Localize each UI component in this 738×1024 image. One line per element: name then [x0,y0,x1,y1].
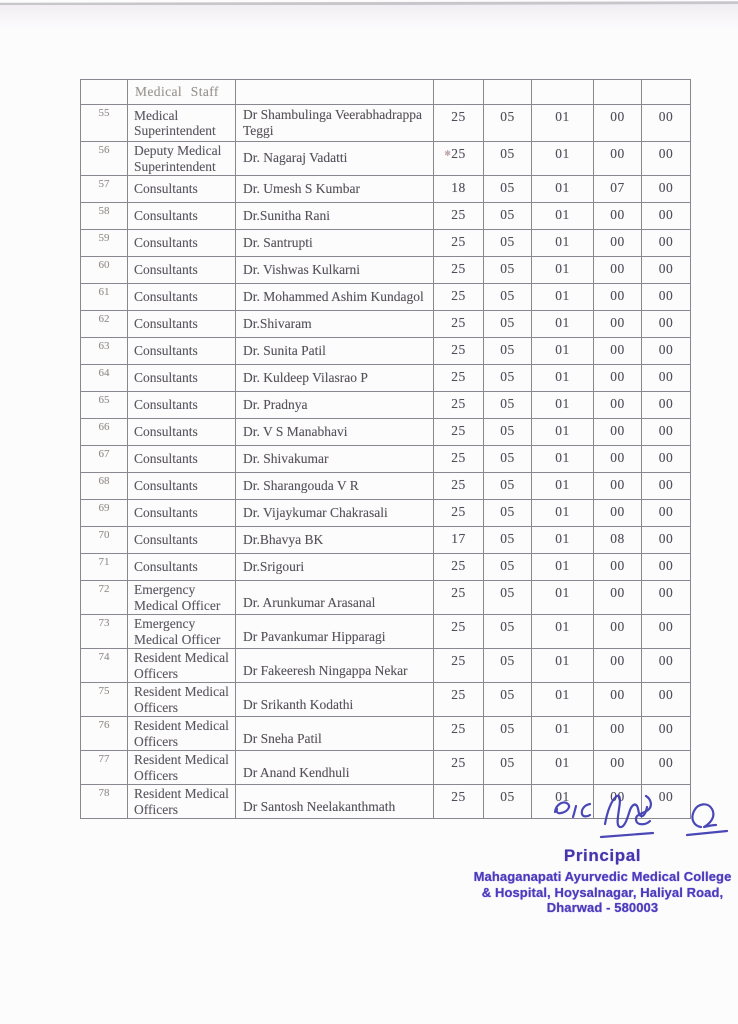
count-cell: 00 [642,142,691,176]
medical-staff-table [80,79,691,819]
designation-cell: Consultants [128,392,236,419]
count-cell: 25 [434,230,484,257]
count-cell: 18 [434,176,484,203]
designation-cell: Consultants [128,311,236,338]
count-cell: 01 [532,338,594,365]
principal-stamp-block [455,846,738,916]
count-cell: 01 [532,500,594,527]
header-cell-blank [81,80,128,105]
name-cell: Dr. Umesh S Kumbar [236,176,434,203]
count-cell: 01 [532,203,594,230]
count-cell: 25 [434,257,484,284]
row-number-cell: 64 [81,365,128,392]
count-cell: 25 [434,785,484,819]
count-cell: 00 [594,751,642,785]
count-cell: 05 [484,311,532,338]
name-cell: Dr Srikanth Kodathi [236,683,434,717]
count-cell: 00 [642,105,691,142]
count-cell: 25 [434,338,484,365]
count-cell: 25 [434,365,484,392]
table-row [81,615,691,649]
row-number-cell: 77 [81,751,128,785]
name-cell: Dr.Bhavya BK [236,527,434,554]
count-cell: 05 [484,527,532,554]
name-cell: Dr. Shivakumar [236,446,434,473]
count-cell: 00 [594,581,642,615]
count-cell: 00 [594,683,642,717]
designation-cell: Consultants [128,257,236,284]
table-row [81,176,691,203]
count-cell: 05 [484,581,532,615]
designation-cell: Resident Medical Officers [128,785,236,819]
header-cell-blank [434,80,484,105]
count-cell: 01 [532,683,594,717]
row-number-cell: 78 [81,785,128,819]
count-cell: 00 [642,338,691,365]
count-cell: 01 [532,176,594,203]
count-cell: 05 [484,392,532,419]
count-cell: 01 [532,105,594,142]
table-row [81,338,691,365]
row-number-cell: 65 [81,392,128,419]
row-number-cell: 68 [81,473,128,500]
count-cell: 00 [594,365,642,392]
count-cell: 00 [594,257,642,284]
name-cell: Dr. Sharangouda V R [236,473,434,500]
count-cell: 25 [434,554,484,581]
designation-cell: Consultants [128,176,236,203]
count-cell: 01 [532,311,594,338]
count-cell: 00 [642,473,691,500]
count-cell: 01 [532,751,594,785]
designation-cell: Consultants [128,365,236,392]
count-cell: 05 [484,230,532,257]
handwritten-signature-ink [543,790,738,848]
name-cell: Dr Pavankumar Hipparagi [236,615,434,649]
count-cell: 01 [532,554,594,581]
count-cell: 00 [594,500,642,527]
count-cell: 01 [532,717,594,751]
count-cell: 00 [594,554,642,581]
designation-cell: Resident Medical Officers [128,683,236,717]
count-cell: 00 [594,311,642,338]
count-cell: 05 [484,649,532,683]
count-cell: 25 [434,649,484,683]
count-cell: 05 [484,257,532,284]
count-cell: 05 [484,785,532,819]
name-cell: Dr.Srigouri [236,554,434,581]
count-cell: 01 [532,473,594,500]
count-cell: 05 [484,419,532,446]
stamp-line-address: & Hospital, Hoysalnagar, Haliyal Road, [481,884,724,900]
table-row [81,500,691,527]
row-number-cell: 76 [81,717,128,751]
count-cell: 00 [594,419,642,446]
medical-staff-table-wrap [80,79,691,819]
count-cell: 01 [532,419,594,446]
designation-cell: Consultants [128,554,236,581]
count-cell: 00 [642,717,691,751]
count-cell: 00 [594,284,642,311]
designation-cell: Consultants [128,527,236,554]
count-cell: 00 [594,615,642,649]
count-cell: 00 [594,649,642,683]
table-header-row [81,80,691,105]
count-cell: 05 [484,203,532,230]
name-cell: Dr Shambulinga Veerabhadrappa Teggi [236,105,434,142]
count-cell: 25 [434,717,484,751]
count-cell: 01 [532,365,594,392]
count-cell: 00 [642,527,691,554]
count-cell: 00 [594,785,642,819]
count-cell: 01 [532,257,594,284]
table-row [81,554,691,581]
designation-cell: Resident Medical Officers [128,751,236,785]
count-cell: 05 [484,105,532,142]
count-cell: 00 [642,230,691,257]
row-number-cell: 62 [81,311,128,338]
name-cell: Dr. Kuldeep Vilasrao P [236,365,434,392]
count-cell: 00 [594,105,642,142]
count-cell: 05 [484,446,532,473]
count-cell: 25 [434,203,484,230]
count-cell: 01 [532,581,594,615]
table-row [81,392,691,419]
designation-cell: Deputy Medical Superintendent [128,142,236,176]
row-number-cell: 57 [81,176,128,203]
count-cell: 00 [642,554,691,581]
table-row [81,683,691,717]
designation-cell: Consultants [128,203,236,230]
count-cell: 01 [532,527,594,554]
count-cell: 25 [434,581,484,615]
count-cell: 05 [484,365,532,392]
count-cell: 00 [594,392,642,419]
count-cell: ✱25 [434,142,484,176]
name-cell: Dr.Sunitha Rani [236,203,434,230]
count-cell: 05 [484,473,532,500]
count-cell: 17 [434,527,484,554]
count-cell: 00 [642,446,691,473]
count-cell: 01 [532,446,594,473]
table-row [81,257,691,284]
count-cell: 00 [642,615,691,649]
designation-cell: Resident Medical Officers [128,649,236,683]
count-cell: 25 [434,392,484,419]
count-cell: 05 [484,683,532,717]
count-cell: 00 [594,717,642,751]
designation-cell: Consultants [128,473,236,500]
count-cell: 25 [434,284,484,311]
name-cell: Dr Fakeeresh Ningappa Nekar [236,649,434,683]
row-number-cell: 73 [81,615,128,649]
count-cell: 00 [594,230,642,257]
count-cell: 07 [594,176,642,203]
name-cell: Dr Sneha Patil [236,717,434,751]
designation-cell: Consultants [128,419,236,446]
count-cell: 05 [484,142,532,176]
row-number-cell: 58 [81,203,128,230]
table-row [81,105,691,142]
count-cell: 00 [594,142,642,176]
table-row [81,581,691,615]
count-cell: 01 [532,649,594,683]
table-row [81,446,691,473]
table-row [81,142,691,176]
count-cell: 00 [642,649,691,683]
count-cell: 01 [532,284,594,311]
count-cell: 25 [434,473,484,500]
count-cell: 05 [484,176,532,203]
count-cell: 00 [594,446,642,473]
count-cell: 01 [532,615,594,649]
row-number-cell: 72 [81,581,128,615]
count-cell: 00 [642,311,691,338]
count-cell: 01 [532,392,594,419]
name-cell: Dr. Sunita Patil [236,338,434,365]
row-number-cell: 60 [81,257,128,284]
row-number-cell: 63 [81,338,128,365]
row-number-cell: 67 [81,446,128,473]
name-cell: Dr. Santrupti [236,230,434,257]
row-number-cell: 70 [81,527,128,554]
designation-cell: Emergency Medical Officer [128,581,236,615]
designation-cell: Consultants [128,338,236,365]
count-cell: 05 [484,284,532,311]
name-cell: Dr.Shivaram [236,311,434,338]
count-cell: 00 [642,392,691,419]
stamp-line-city: Dharwad - 580003 [546,900,659,915]
table-row [81,230,691,257]
table-row [81,284,691,311]
count-cell: 25 [434,419,484,446]
name-cell: Dr. Arunkumar Arasanal [236,581,434,615]
name-cell: Dr. Vishwas Kulkarni [236,257,434,284]
name-cell: Dr. Mohammed Ashim Kundagol [236,284,434,311]
count-cell: 00 [642,257,691,284]
table-row [81,751,691,785]
count-cell: 00 [642,419,691,446]
stamp-title: Principal [563,846,642,865]
row-number-cell: 66 [81,419,128,446]
count-cell: 00 [642,284,691,311]
table-row [81,473,691,500]
header-cell-blank [236,80,434,105]
row-number-cell: 75 [81,683,128,717]
count-cell: 00 [642,581,691,615]
count-cell: 25 [434,615,484,649]
table-row [81,419,691,446]
name-cell: Dr Santosh Neelakanthmath [236,785,434,819]
table-row [81,203,691,230]
count-cell: 00 [594,473,642,500]
header-cell-blank [484,80,532,105]
row-number-cell: 59 [81,230,128,257]
designation-cell: Medical Superintendent [128,105,236,142]
count-cell: 05 [484,615,532,649]
count-cell: 25 [434,311,484,338]
count-cell: 25 [434,500,484,527]
table-body [81,105,691,819]
name-cell: Dr. Nagaraj Vadatti [236,142,434,176]
count-cell: 00 [642,365,691,392]
count-cell: 05 [484,717,532,751]
designation-cell: Resident Medical Officers [128,717,236,751]
table-row [81,311,691,338]
count-cell: 00 [642,785,691,819]
name-cell: Dr. V S Manabhavi [236,419,434,446]
row-number-cell: 71 [81,554,128,581]
count-cell: 00 [642,751,691,785]
row-number-cell: 61 [81,284,128,311]
count-cell: 00 [594,203,642,230]
scan-shadow-band [0,5,738,31]
designation-cell: Consultants [128,284,236,311]
count-cell: 00 [642,500,691,527]
designation-cell: Emergency Medical Officer [128,615,236,649]
designation-cell: Consultants [128,446,236,473]
count-cell: 00 [642,203,691,230]
name-cell: Dr. Pradnya [236,392,434,419]
stamp-line-college: Mahaganapati Ayurvedic Medical College [473,869,732,884]
count-cell: 08 [594,527,642,554]
designation-cell: Consultants [128,500,236,527]
count-cell: 05 [484,554,532,581]
count-cell: 00 [642,683,691,717]
name-cell: Dr. Vijaykumar Chakrasali [236,500,434,527]
table-row [81,527,691,554]
header-cell-blank [594,80,642,105]
table-row [81,649,691,683]
count-cell: 25 [434,683,484,717]
count-cell: 05 [484,751,532,785]
count-cell: 05 [484,338,532,365]
row-number-cell: 74 [81,649,128,683]
designation-cell: Consultants [128,230,236,257]
count-cell: 00 [594,338,642,365]
header-cell-blank [532,80,594,105]
header-cell-blank [642,80,691,105]
count-cell: 01 [532,230,594,257]
table-row [81,717,691,751]
count-cell: 25 [434,105,484,142]
count-cell: 01 [532,142,594,176]
count-cell: 01 [532,785,594,819]
row-number-cell: 56 [81,142,128,176]
table-row [81,365,691,392]
row-number-cell: 55 [81,105,128,142]
count-cell: 05 [484,500,532,527]
count-cell: 25 [434,751,484,785]
row-number-cell: 69 [81,500,128,527]
name-cell: Dr Anand Kendhuli [236,751,434,785]
header-cell-medical-staff: Medical Staff [128,80,236,105]
count-cell: 25 [434,446,484,473]
count-cell: 00 [642,176,691,203]
